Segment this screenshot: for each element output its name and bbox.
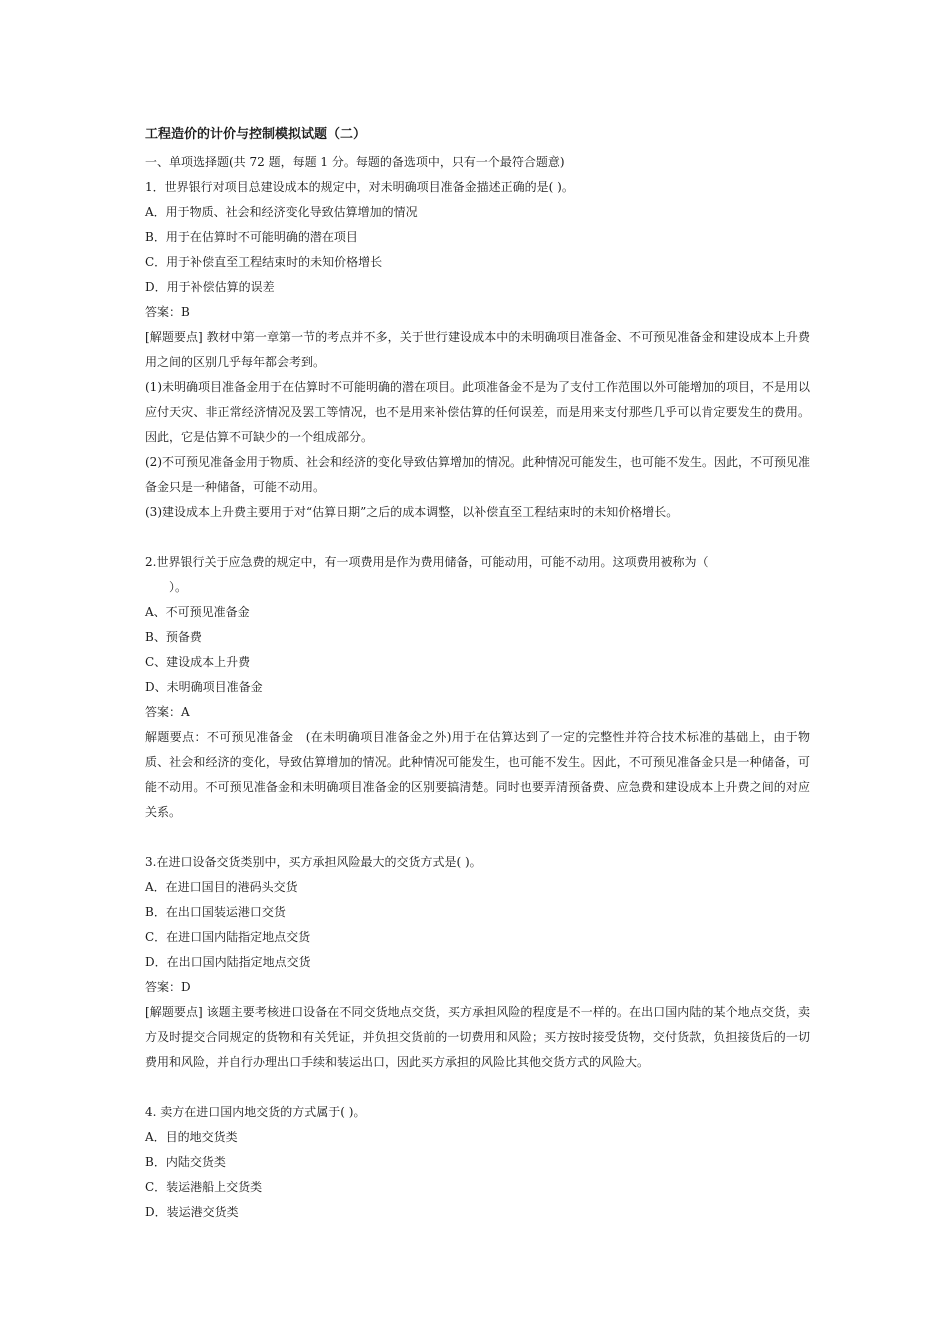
question-1 bbox=[145, 175, 810, 525]
section-heading: 一、单项选择题(共 72 题，每题 1 分。每题的备选项中，只有一个最符合题意) bbox=[145, 155, 565, 169]
answer: 答案：B bbox=[145, 305, 190, 319]
answer: 答案：D bbox=[145, 980, 191, 994]
spacer bbox=[145, 525, 810, 550]
analysis-paragraph: 解题要点：不可预见准备金 (在未明确项目准备金之外)用于在估算达到了一定的完整性并符合技术标准的基础上，由于物质、社会和经济的变化，导致估算增加的情况。此种情况可能发生，也可能不发生。因此，不可预见准备金只是一种储备，可能不动用。不可预见准备金和未明确项目准备金的区别要搞清楚。同时也要弄清预备费、应急费和建设成本上升费之间的对应关系。 bbox=[145, 730, 810, 819]
analysis-paragraph: [解题要点] 教材中第一章第一节的考点并不多，关于世行建设成本中的未明确项目准备金、不可预见准备金和建设成本上升费用之间的区别几乎每年都会考到。 bbox=[145, 330, 810, 369]
spacer bbox=[145, 825, 810, 850]
answer: 答案：A bbox=[145, 705, 190, 719]
option-a: A、不可预见准备金 bbox=[145, 605, 250, 619]
question-2 bbox=[145, 550, 810, 825]
option-b: B、预备费 bbox=[145, 630, 202, 644]
question-stem: 4. 卖方在进口国内地交货的方式属于( )。 bbox=[145, 1105, 366, 1119]
analysis-paragraph: (3)建设成本上升费主要用于对“估算日期”之后的成本调整，以补偿直至工程结束时的未知价格增长。 bbox=[145, 505, 679, 519]
analysis-paragraph: (2)不可预见准备金用于物质、社会和经济的变化导致估算增加的情况。此种情况可能发生，也可能不发生。因此，不可预见准备金只是一种储备，可能不动用。 bbox=[145, 455, 811, 494]
question-3 bbox=[145, 850, 810, 1075]
question-stem: 3.在进口设备交货类别中，买方承担风险最大的交货方式是( )。 bbox=[145, 855, 482, 869]
option-a: A．目的地交货类 bbox=[145, 1130, 238, 1144]
option-d: D．装运港交货类 bbox=[145, 1205, 239, 1219]
option-d: D．在出口国内陆指定地点交货 bbox=[145, 955, 311, 969]
option-d: D．用于补偿估算的误差 bbox=[145, 280, 275, 294]
question-stem-continued: ）。 bbox=[169, 580, 188, 594]
question-stem: 1．世界银行对项目总建设成本的规定中，对未明确项目准备金描述正确的是( )。 bbox=[145, 180, 574, 194]
option-c: C．装运港船上交货类 bbox=[145, 1180, 263, 1194]
option-b: B．在出口国装运港口交货 bbox=[145, 905, 286, 919]
option-a: A．用于物质、社会和经济变化导致估算增加的情况 bbox=[145, 205, 418, 219]
option-c: C．在进口国内陆指定地点交货 bbox=[145, 930, 311, 944]
option-c: C．用于补偿直至工程结束时的未知价格增长 bbox=[145, 255, 383, 269]
option-b: B．用于在估算时不可能明确的潜在项目 bbox=[145, 230, 358, 244]
document-title: 工程造价的计价与控制模拟试题（二） bbox=[145, 127, 367, 142]
option-a: A．在进口国目的港码头交货 bbox=[145, 880, 298, 894]
spacer bbox=[145, 1075, 810, 1100]
question-stem: 2.世界银行关于应急费的规定中，有一项费用是作为费用储备，可能动用，可能不动用。这项费用被称为（ bbox=[145, 555, 709, 569]
document-page bbox=[145, 125, 810, 1225]
option-c: C、建设成本上升费 bbox=[145, 655, 251, 669]
question-4 bbox=[145, 1100, 810, 1225]
analysis-paragraph: [解题要点] 该题主要考核进口设备在不同交货地点交货，买方承担风险的程度是不一样的。在出口国内陆的某个地点交货，卖方及时提交合同规定的货物和有关凭证，并负担交货前的一切费用和风险；买方按时接受货物，交付货款，负担接货后的一切费用和风险，并自行办理出口手续和装运出口，因此买方承担的风险比其他交货方式的风险大。 bbox=[145, 1005, 810, 1069]
option-d: D、未明确项目准备金 bbox=[145, 680, 263, 694]
option-b: B．内陆交货类 bbox=[145, 1155, 226, 1169]
analysis-paragraph: (1)未明确项目准备金用于在估算时不可能明确的潜在项目。此项准备金不是为了支付工作范围以外可能增加的项目，不是用以应付天灾、非正常经济情况及罢工等情况，也不是用来补偿估算的任何误差，而是用来支付那些几乎可以肯定要发生的费用。因此，它是估算不可缺少的一个组成部分。 bbox=[145, 380, 811, 444]
